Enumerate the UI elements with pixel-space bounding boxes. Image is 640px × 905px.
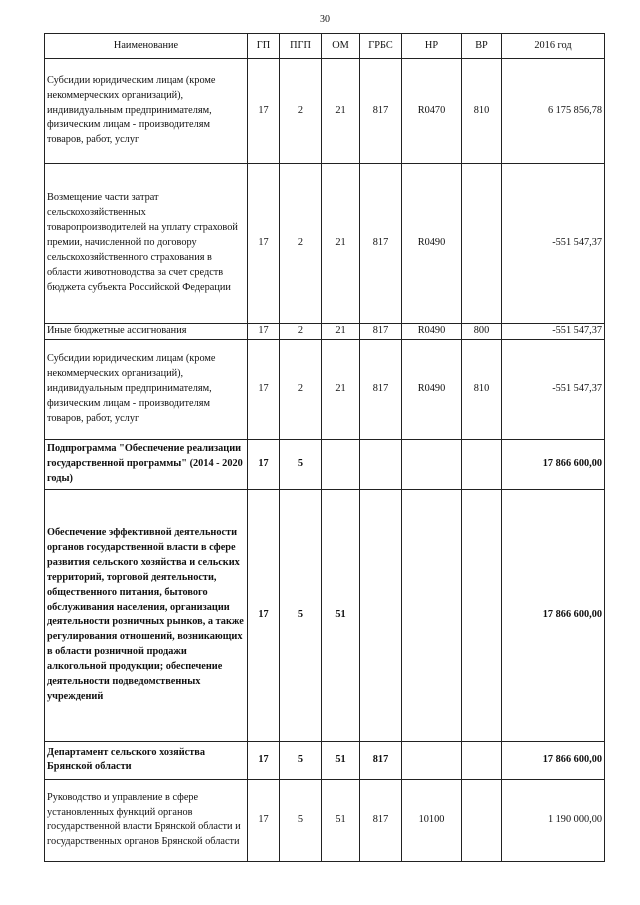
row-om: 51 xyxy=(322,779,360,861)
row-om: 21 xyxy=(322,324,360,340)
row-pgp: 2 xyxy=(280,324,322,340)
row-gp: 17 xyxy=(248,779,280,861)
row-vr: 800 xyxy=(462,324,502,340)
table-header-row xyxy=(45,34,605,59)
header-name: Наименование xyxy=(45,34,248,59)
row-grbs: 817 xyxy=(360,779,402,861)
row-gp: 17 xyxy=(248,59,280,164)
header-pgp: ПГП xyxy=(280,34,322,59)
row-pgp: 5 xyxy=(280,439,322,489)
row-amount: 6 175 856,78 xyxy=(502,59,605,164)
header-om: ОМ xyxy=(322,34,360,59)
row-name: Подпрограмма "Обеспечение реализации государственной программы" (2014 - 2020 годы) xyxy=(45,439,248,489)
row-np: R0470 xyxy=(402,59,462,164)
row-grbs xyxy=(360,489,402,741)
row-pgp: 2 xyxy=(280,339,322,439)
row-grbs: 817 xyxy=(360,324,402,340)
table-row xyxy=(45,339,605,439)
row-pgp: 5 xyxy=(280,779,322,861)
row-gp: 17 xyxy=(248,164,280,324)
row-vr xyxy=(462,489,502,741)
row-amount: -551 547,37 xyxy=(502,164,605,324)
table-row xyxy=(45,164,605,324)
row-name: Иные бюджетные ассигнования xyxy=(45,324,248,340)
row-amount: -551 547,37 xyxy=(502,339,605,439)
table-row xyxy=(45,59,605,164)
row-name: Руководство и управление в сфере установленных функций органов государственной власти Брянской области и государственных органов Брянской области xyxy=(45,779,248,861)
row-amount: 17 866 600,00 xyxy=(502,741,605,779)
header-grbs: ГРБС xyxy=(360,34,402,59)
row-name: Субсидии юридическим лицам (кроме некоммерческих организаций), индивидуальным предпринимателям, физическим лицам - производителям товаров, работ, услуг xyxy=(45,339,248,439)
row-om: 51 xyxy=(322,741,360,779)
row-vr xyxy=(462,779,502,861)
row-name: Субсидии юридическим лицам (кроме некоммерческих организаций), индивидуальным предпринимателям, физическим лицам - производителям товаров, работ, услуг xyxy=(45,59,248,164)
row-vr xyxy=(462,439,502,489)
row-gp: 17 xyxy=(248,741,280,779)
table-row xyxy=(45,324,605,340)
row-vr xyxy=(462,164,502,324)
row-name: Возмещение части затрат сельскохозяйственных товаропроизводителей на уплату страховой премии, начисленной по договору сельскохозяйственного страхования в области животноводства за счет средств бюджета субъекта Российской Федерации xyxy=(45,164,248,324)
row-np xyxy=(402,741,462,779)
row-np: 10100 xyxy=(402,779,462,861)
table-row xyxy=(45,779,605,861)
row-pgp: 5 xyxy=(280,489,322,741)
row-vr xyxy=(462,741,502,779)
row-vr: 810 xyxy=(462,339,502,439)
row-amount: 17 866 600,00 xyxy=(502,489,605,741)
row-om xyxy=(322,439,360,489)
row-amount: 17 866 600,00 xyxy=(502,439,605,489)
row-amount: 1 190 000,00 xyxy=(502,779,605,861)
budget-table xyxy=(44,33,605,862)
row-np xyxy=(402,439,462,489)
row-pgp: 2 xyxy=(280,164,322,324)
table-row xyxy=(45,439,605,489)
row-gp: 17 xyxy=(248,324,280,340)
header-year: 2016 год xyxy=(502,34,605,59)
row-vr: 810 xyxy=(462,59,502,164)
row-np: R0490 xyxy=(402,164,462,324)
header-np: НР xyxy=(402,34,462,59)
row-grbs xyxy=(360,439,402,489)
table-row xyxy=(45,489,605,741)
row-pgp: 2 xyxy=(280,59,322,164)
row-om: 21 xyxy=(322,339,360,439)
row-grbs: 817 xyxy=(360,164,402,324)
row-grbs: 817 xyxy=(360,339,402,439)
table-row xyxy=(45,741,605,779)
header-vr: ВР xyxy=(462,34,502,59)
row-grbs: 817 xyxy=(360,741,402,779)
row-name: Обеспечение эффективной деятельности органов государственной власти в сфере развития сельского хозяйства и сельских территорий, торговой деятельности, общественного питания, бытового обслуживания населения, организации деятельности розничных рынков, а также регулирования отношений, возникающих в области розничной продажи алкогольной продукции; обеспечение деятельности подведомственных учреждений xyxy=(45,489,248,741)
row-om: 21 xyxy=(322,164,360,324)
row-name: Департамент сельского хозяйства Брянской области xyxy=(45,741,248,779)
row-np: R0490 xyxy=(402,339,462,439)
row-om: 51 xyxy=(322,489,360,741)
header-gp: ГП xyxy=(248,34,280,59)
row-amount: -551 547,37 xyxy=(502,324,605,340)
row-np xyxy=(402,489,462,741)
row-gp: 17 xyxy=(248,339,280,439)
row-np: R0490 xyxy=(402,324,462,340)
row-om: 21 xyxy=(322,59,360,164)
row-grbs: 817 xyxy=(360,59,402,164)
page-number: 30 xyxy=(320,14,330,25)
row-gp: 17 xyxy=(248,489,280,741)
row-pgp: 5 xyxy=(280,741,322,779)
row-gp: 17 xyxy=(248,439,280,489)
